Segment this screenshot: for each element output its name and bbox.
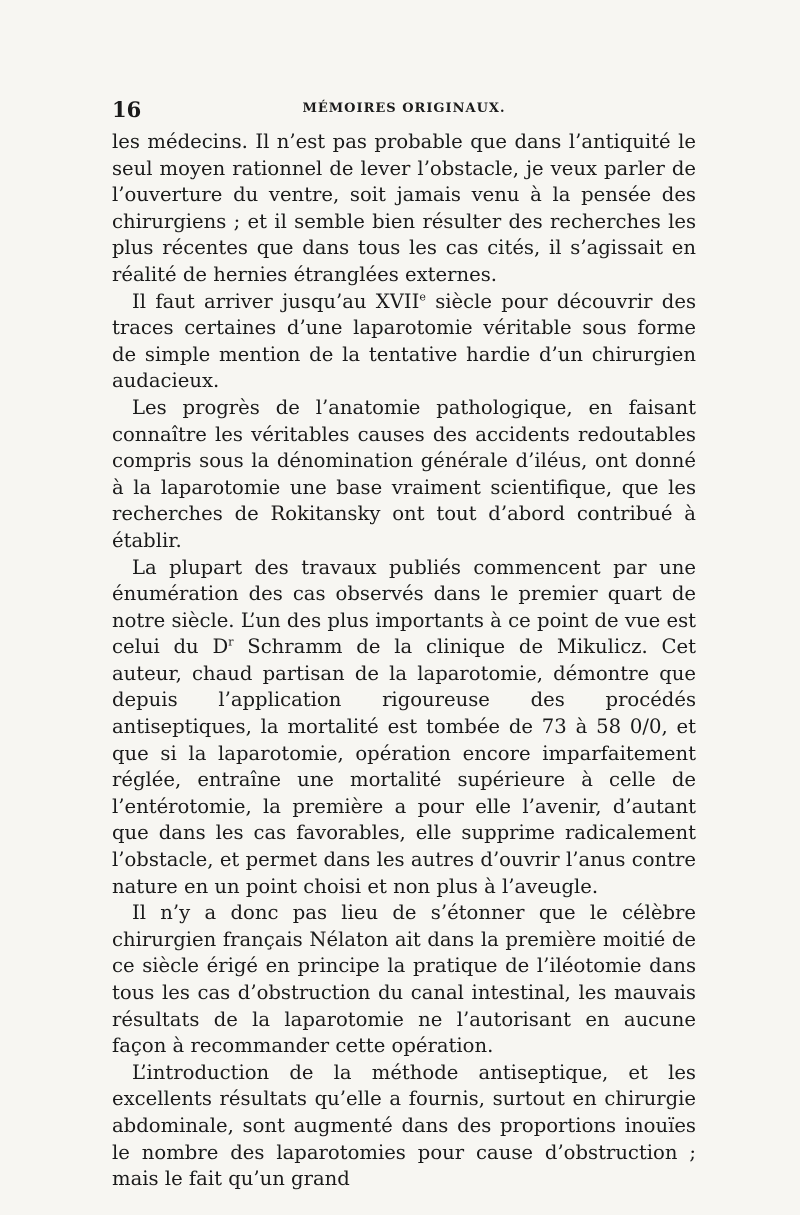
book-page xyxy=(112,95,696,1193)
paragraph-2-text-start: Il faut arriver jusqu’au XVII xyxy=(132,289,420,313)
page-header xyxy=(112,95,696,129)
paragraph-4-text-start: La plupart des travaux publiés commencent par une énumération des cas observés dans le premier quart de notre siècle. L’un des plus importants à ce point de vue est celui du D xyxy=(112,555,696,659)
paragraph-2 xyxy=(112,289,696,395)
paragraph-3: Les progrès de l’anatomie pathologique, en faisant connaître les véritables causes des accidents redoutables compris sous la dénomination générale d’iléus, ont donné à la laparotomie une base vraiment scientifique, que les recherches de Rokitansky ont tout d’abord contribué à établir. xyxy=(112,395,696,552)
paragraph-4 xyxy=(112,555,696,901)
running-title: MÉMOIRES ORIGINAUX. xyxy=(302,101,506,116)
paragraph-5: Il n’y a donc pas lieu de s’étonner que le célèbre chirurgien français Nélaton ait dans la première moitié de ce siècle érigé en principe la pratique de l’iléotomie dans tous les cas d’obstruction du canal intestinal, les mauvais résultats de la laparotomie ne l’autorisant en aucune façon à recommander cette opération. xyxy=(112,901,696,1058)
page-number: 16 xyxy=(112,97,142,122)
body-text xyxy=(112,129,696,1193)
paragraph-1: les médecins. Il n’est pas probable que dans l’antiquité le seul moyen rationnel de lever l’obstacle, je veux parler de l’ouverture du ventre, soit jamais venu à la pensée des chirurgiens ; et il semble bien résulter des recherches les plus récentes que dans tous les cas cités, il s’agissait en réalité de hernies étranglées externes. xyxy=(112,130,696,286)
superscript-r: r xyxy=(228,635,234,649)
paragraph-6: L’introduction de la méthode antiseptique, et les excellents résultats qu’elle a fournis, surtout en chirurgie abdominale, sont augmenté dans des proportions inouïes le nombre des laparotomies pour cause d’obstruction ; mais le fait qu’un grand xyxy=(112,1060,696,1191)
paragraph-2-text-end: siècle pour découvrir des traces certaines d’une laparotomie véritable sous forme de simple mention de la tentative hardie d’un chirurgien audacieux. xyxy=(112,289,696,393)
superscript-e: e xyxy=(419,290,426,304)
paragraph-4-text-end: Schramm de la clinique de Mikulicz. Cet auteur, chaud partisan de la laparotomie, démontre que depuis l’application rigoureuse des procédés antiseptiques, la mortalité est tombée de 73 à 58 0/0, et que si la laparotomie, opération encore imparfaitement réglée, entraîne une mortalité supérieure à celle de l’entérotomie, la première a pour elle l’avenir, d’autant que dans les cas favorables, elle supprime radicalement l’obstacle, et permet dans les autres d’ouvrir l’anus contre nature en un point choisi et non plus à l’aveugle. xyxy=(112,635,696,898)
